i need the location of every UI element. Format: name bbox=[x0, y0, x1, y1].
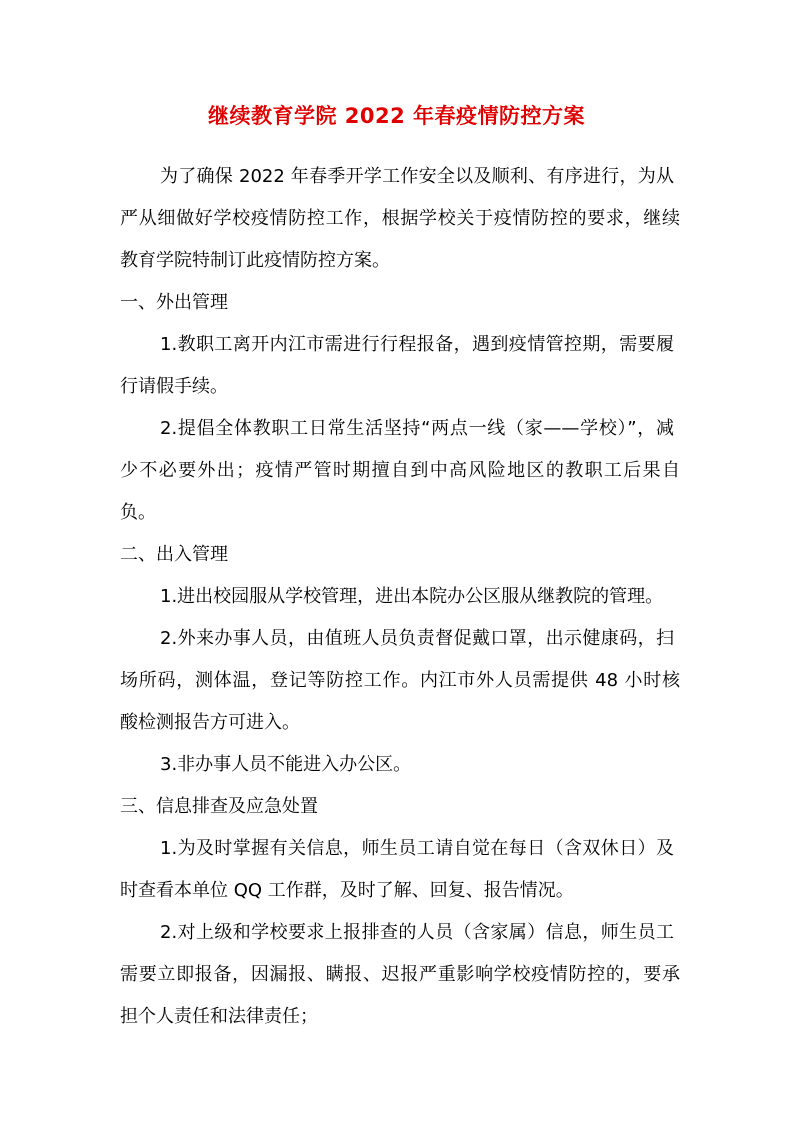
paragraph-line: 严从细做好学校疫情防控工作，根据学校关于疫情防控的要求，继续 bbox=[120, 208, 680, 229]
paragraph-line: 场所码，测体温，登记等防控工作。内江市外人员需提供 48 小时核 bbox=[120, 670, 680, 691]
paragraph-line: 酸检测报告方可进入。 bbox=[120, 712, 300, 733]
paragraph-line: 1.进出校园服从学校管理，进出本院办公区服从继教院的管理。 bbox=[160, 586, 664, 607]
paragraph-line: 行请假手续。 bbox=[120, 376, 228, 397]
paragraph-line: 3.非办事人员不能进入办公区。 bbox=[160, 754, 412, 775]
section-heading: 一、外出管理 bbox=[120, 292, 228, 313]
section-heading: 二、出入管理 bbox=[120, 544, 228, 565]
paragraph-line: 为了确保 2022 年春季开学工作安全以及顺利、有序进行，为从 bbox=[160, 166, 674, 187]
paragraph-line: 2.提倡全体教职工日常生活坚持“两点一线（家——学校）”，减 bbox=[160, 418, 674, 439]
paragraph-line: 时查看本单位 QQ 工作群，及时了解、回复、报告情况。 bbox=[120, 880, 574, 901]
paragraph-line: 1.教职工离开内江市需进行行程报备，遇到疫情管控期，需要履 bbox=[160, 334, 674, 355]
paragraph-line: 担个人责任和法律责任； bbox=[120, 1006, 318, 1027]
paragraph-line: 2.对上级和学校要求上报排查的人员（含家属）信息，师生员工 bbox=[160, 922, 674, 943]
document-title: 继续教育学院 2022 年春疫情防控方案 bbox=[207, 104, 586, 128]
paragraph-line: 需要立即报备，因漏报、瞒报、迟报严重影响学校疫情防控的，要承 bbox=[120, 964, 680, 985]
paragraph-line: 负。 bbox=[120, 502, 156, 523]
paragraph-line: 教育学院特制订此疫情防控方案。 bbox=[120, 250, 390, 271]
section-heading: 三、信息排查及应急处置 bbox=[120, 796, 318, 817]
paragraph-line: 2.外来办事人员，由值班人员负责督促戴口罩，出示健康码，扫 bbox=[160, 628, 674, 649]
paragraph-line: 1.为及时掌握有关信息，师生员工请自觉在每日（含双休日）及 bbox=[160, 838, 674, 859]
paragraph-line: 少不必要外出；疫情严管时期擅自到中高风险地区的教职工后果自 bbox=[120, 460, 680, 481]
